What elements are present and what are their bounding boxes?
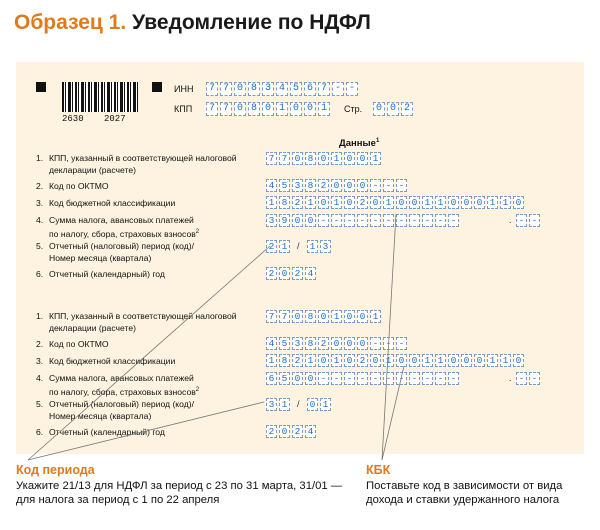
kpp-cell: 1 [276, 102, 288, 116]
row-label [36, 214, 258, 240]
page-number-cell: 2 [401, 102, 413, 116]
decimal-point: . [509, 373, 512, 383]
row-text: КПП, указанный в соответствующей налоговой [49, 153, 237, 163]
oktmo-cell: 4 [266, 179, 277, 192]
kbk-cell: 0 [409, 196, 420, 209]
kbk-cell: 1 [500, 196, 511, 209]
row-number: 1. [36, 153, 44, 163]
kpp-cell: 0 [304, 102, 316, 116]
kpp-cell: 1 [331, 152, 342, 165]
tax-sum-cell: 0 [305, 214, 316, 227]
callout-period-text: Укажите 21/13 для НДФЛ за период с 23 по 31 марта, 31/01 — для налога за период с 1 по 22 апреля [16, 480, 343, 506]
period-code-field [266, 240, 290, 253]
tax-sum-cell: - [435, 372, 446, 385]
kpp-cell: 1 [331, 310, 342, 323]
year-field [266, 425, 316, 438]
tax-sum-decimal-cell: - [529, 372, 540, 385]
tax-sum-cell: - [396, 372, 407, 385]
tax-sum-cell: - [318, 214, 329, 227]
kpp-cell: 0 [292, 310, 303, 323]
tax-sum-cell: 0 [292, 214, 303, 227]
tax-sum-cell: - [383, 372, 394, 385]
tax-sum-cell: - [409, 214, 420, 227]
tax-sum-cell: 5 [279, 372, 290, 385]
inn-cell: 5 [290, 82, 302, 96]
row-text: Код бюджетной классификации [49, 356, 176, 366]
tax-sum-cell: 6 [266, 372, 277, 385]
kbk-field [266, 196, 524, 209]
period-month-field [307, 398, 331, 411]
row-number: 2. [36, 339, 44, 349]
tax-sum-cell: - [344, 372, 355, 385]
page-number-field [373, 102, 413, 116]
kpp-field [266, 152, 381, 165]
row-label [36, 268, 258, 280]
kbk-cell: 1 [383, 196, 394, 209]
year-field [266, 267, 316, 280]
inn-label: ИНН [174, 84, 194, 94]
footnote-mark: 2 [195, 229, 200, 235]
tax-sum-cell: - [448, 372, 459, 385]
row-text: Код по ОКТМО [49, 339, 109, 349]
barcode-number-right: 2027 [104, 114, 126, 124]
row-text: Код по ОКТМО [49, 181, 109, 191]
tax-sum-decimal-cell: - [516, 372, 527, 385]
row-text: Сумма налога, авансовых платежей [49, 373, 194, 383]
kpp-cell: 1 [370, 310, 381, 323]
period-code-field [266, 398, 290, 411]
page-number-cell: 0 [373, 102, 385, 116]
tax-sum-cell: - [331, 214, 342, 227]
barcode [62, 82, 138, 112]
kpp-cell: 0 [344, 152, 355, 165]
corner-mark-right [152, 82, 162, 92]
kbk-cell: 8 [279, 354, 290, 367]
oktmo-cell: 3 [292, 337, 303, 350]
page-title [14, 11, 371, 35]
period-month-cell: 3 [320, 240, 331, 253]
row-text-continued [36, 384, 258, 398]
row-text-continued [36, 252, 258, 264]
kbk-cell: 0 [396, 196, 407, 209]
year-cell: 4 [305, 425, 316, 438]
kbk-cell: 0 [448, 196, 459, 209]
kpp-cell: 1 [370, 152, 381, 165]
row-text: КПП, указанный в соответствующей налоговой [49, 311, 237, 321]
kpp-cell: 7 [266, 310, 277, 323]
tax-sum-cell: - [318, 372, 329, 385]
period-code-cell: 1 [279, 240, 290, 253]
kbk-cell: 0 [318, 354, 329, 367]
tax-sum-cell: - [370, 372, 381, 385]
data-column-header: Данные$^1$ [339, 138, 380, 150]
row-label [36, 197, 258, 209]
row-text-line2: декларации (расчете) [49, 165, 136, 175]
period-month-field [307, 240, 331, 253]
tax-sum-field [266, 372, 459, 385]
kbk-cell: 1 [305, 196, 316, 209]
kbk-cell: 0 [344, 196, 355, 209]
row-text: Сумма налога, авансовых платежей [49, 215, 194, 225]
tax-sum-cell: - [396, 214, 407, 227]
kbk-cell: 0 [461, 354, 472, 367]
tax-sum-cell: 3 [266, 214, 277, 227]
oktmo-cell: 0 [357, 179, 368, 192]
row-text-line2: Номер месяца (квартала) [49, 411, 152, 421]
kpp-cell: 7 [206, 102, 218, 116]
year-cell: 2 [266, 267, 277, 280]
row-label [36, 426, 258, 438]
tax-sum-cell: - [448, 214, 459, 227]
tax-sum-cell: - [370, 214, 381, 227]
inn-cell: 7 [318, 82, 330, 96]
row-text-line2: Номер месяца (квартала) [49, 253, 152, 263]
inn-cell: - [332, 82, 344, 96]
row-number: 6. [36, 427, 44, 437]
tax-sum-cell: - [409, 372, 420, 385]
kpp-label: КПП [174, 104, 193, 114]
page-label: Стр. [344, 104, 363, 114]
year-cell: 2 [266, 425, 277, 438]
period-separator: / [297, 241, 300, 251]
row-label [36, 355, 258, 367]
row-text: Отчетный (календарный) год [49, 269, 165, 279]
row-number: 4. [36, 215, 44, 225]
kpp-cell: 7 [266, 152, 277, 165]
kbk-cell: 0 [370, 354, 381, 367]
row-label [36, 240, 258, 264]
kbk-cell: 0 [370, 196, 381, 209]
year-cell: 0 [279, 267, 290, 280]
kbk-cell: 1 [266, 196, 277, 209]
row-text-line2: по налогу, сбора, страховых взносов [49, 228, 196, 239]
row-number: 3. [36, 198, 44, 208]
row-text-line2: по налогу, сбора, страховых взносов [49, 386, 196, 397]
footnote-mark: 2 [195, 387, 200, 393]
oktmo-cell: 2 [318, 179, 329, 192]
kbk-field [266, 354, 524, 367]
tax-sum-cell: - [422, 372, 433, 385]
row-label [36, 180, 258, 192]
oktmo-cell: - [370, 337, 381, 350]
oktmo-cell: 0 [344, 337, 355, 350]
tax-sum-cell: - [357, 214, 368, 227]
page-number-cell: 0 [387, 102, 399, 116]
kpp-cell: 0 [357, 310, 368, 323]
inn-cell: 7 [206, 82, 218, 96]
oktmo-cell: - [396, 179, 407, 192]
tax-sum-cell: 0 [305, 372, 316, 385]
tax-sum-cell: - [344, 214, 355, 227]
tax-sum-decimal-field [516, 214, 540, 227]
kpp-cell: 0 [318, 152, 329, 165]
period-code-cell: 1 [279, 398, 290, 411]
row-label [36, 338, 258, 350]
row-number: 5. [36, 399, 44, 409]
kbk-cell: 1 [305, 354, 316, 367]
row-text-continued [36, 164, 258, 176]
kpp-field [206, 102, 330, 116]
period-code-cell: 3 [266, 398, 277, 411]
period-month-cell: 1 [320, 398, 331, 411]
kbk-cell: 1 [435, 196, 446, 209]
row-text: Отчетный (налоговый) период (код)/ [49, 241, 195, 251]
row-text: Отчетный (налоговый) период (код)/ [49, 399, 195, 409]
title-accent: Образец 1. [14, 11, 127, 34]
row-text: Отчетный (календарный) год [49, 427, 165, 437]
tax-sum-cell: - [383, 214, 394, 227]
kbk-cell: 1 [435, 354, 446, 367]
barcode-number-left: 2630 [62, 114, 84, 124]
inn-cell: 6 [304, 82, 316, 96]
kpp-cell: 0 [290, 102, 302, 116]
kpp-cell: 0 [262, 102, 274, 116]
oktmo-cell: 5 [279, 337, 290, 350]
kpp-cell: 0 [344, 310, 355, 323]
kpp-cell: 7 [279, 310, 290, 323]
tax-sum-cell: - [422, 214, 433, 227]
kbk-cell: 1 [500, 354, 511, 367]
kbk-cell: 1 [422, 196, 433, 209]
oktmo-cell: - [383, 179, 394, 192]
oktmo-cell: 0 [331, 179, 342, 192]
oktmo-cell: - [396, 337, 407, 350]
row-text-line2: декларации (расчете) [49, 323, 136, 333]
row-number: 2. [36, 181, 44, 191]
kbk-cell: 1 [331, 196, 342, 209]
kbk-cell: 2 [357, 196, 368, 209]
kpp-cell: 0 [292, 152, 303, 165]
kbk-cell: 2 [292, 354, 303, 367]
kpp-cell: 0 [234, 102, 246, 116]
inn-cell: 3 [262, 82, 274, 96]
tax-sum-cell: 9 [279, 214, 290, 227]
period-month-cell: 1 [307, 240, 318, 253]
row-number: 4. [36, 373, 44, 383]
inn-cell: 8 [248, 82, 260, 96]
tax-sum-decimal-field [516, 372, 540, 385]
year-cell: 2 [292, 425, 303, 438]
inn-cell: 4 [276, 82, 288, 96]
oktmo-cell: 2 [318, 337, 329, 350]
kbk-cell: 2 [357, 354, 368, 367]
oktmo-cell: 8 [305, 337, 316, 350]
inn-cell: 0 [234, 82, 246, 96]
row-text-continued [36, 226, 258, 240]
oktmo-field [266, 179, 407, 192]
row-label [36, 372, 258, 398]
year-cell: 2 [292, 267, 303, 280]
kpp-cell: 8 [248, 102, 260, 116]
kbk-cell: 0 [409, 354, 420, 367]
kbk-cell: 0 [461, 196, 472, 209]
kpp-cell: 8 [305, 310, 316, 323]
tax-sum-cell: - [331, 372, 342, 385]
row-number: 5. [36, 241, 44, 251]
inn-cell: - [346, 82, 358, 96]
period-month-cell: 0 [307, 398, 318, 411]
row-label [36, 398, 258, 422]
row-number: 1. [36, 311, 44, 321]
kbk-cell: 0 [474, 196, 485, 209]
kbk-cell: 0 [448, 354, 459, 367]
row-number: 3. [36, 356, 44, 366]
tax-sum-cell: 0 [292, 372, 303, 385]
row-text: Код бюджетной классификации [49, 198, 176, 208]
oktmo-cell: 5 [279, 179, 290, 192]
kbk-cell: 8 [279, 196, 290, 209]
oktmo-cell: 0 [331, 337, 342, 350]
period-code-cell: 2 [266, 240, 277, 253]
kpp-field [266, 310, 381, 323]
callout-kbk-text: Поставьте код в зависимости от вида дохода и ставки удержанного налога [366, 480, 563, 506]
kbk-cell: 1 [422, 354, 433, 367]
kbk-cell: 0 [513, 354, 524, 367]
inn-cell: 7 [220, 82, 232, 96]
kpp-cell: 7 [279, 152, 290, 165]
kbk-cell: 0 [513, 196, 524, 209]
decimal-point: . [509, 215, 512, 225]
kbk-cell: 1 [487, 354, 498, 367]
inn-field [206, 82, 358, 96]
period-separator: / [297, 399, 300, 409]
corner-mark-left [36, 82, 46, 92]
oktmo-cell: 4 [266, 337, 277, 350]
oktmo-cell: 0 [344, 179, 355, 192]
kbk-cell: 1 [266, 354, 277, 367]
kbk-cell: 0 [474, 354, 485, 367]
row-label [36, 152, 258, 176]
kpp-cell: 0 [318, 310, 329, 323]
callout-period-title: Код периода [16, 463, 95, 477]
kbk-cell: 1 [383, 354, 394, 367]
tax-sum-decimal-cell: - [529, 214, 540, 227]
oktmo-cell: - [370, 179, 381, 192]
kbk-cell: 1 [487, 196, 498, 209]
tax-sum-cell: - [435, 214, 446, 227]
kbk-cell: 2 [292, 196, 303, 209]
row-text-continued [36, 322, 258, 334]
oktmo-field [266, 337, 407, 350]
kbk-cell: 1 [331, 354, 342, 367]
tax-sum-decimal-cell: - [516, 214, 527, 227]
kpp-cell: 7 [220, 102, 232, 116]
oktmo-cell: - [383, 337, 394, 350]
kbk-cell: 0 [396, 354, 407, 367]
tax-sum-cell: - [357, 372, 368, 385]
oktmo-cell: 3 [292, 179, 303, 192]
kbk-cell: 0 [318, 196, 329, 209]
kpp-cell: 8 [305, 152, 316, 165]
kpp-cell: 0 [357, 152, 368, 165]
oktmo-cell: 0 [357, 337, 368, 350]
row-label [36, 310, 258, 334]
title-text: Уведомление по НДФЛ [132, 11, 371, 34]
row-number: 6. [36, 269, 44, 279]
kpp-cell: 1 [318, 102, 330, 116]
row-text-continued [36, 410, 258, 422]
year-cell: 0 [279, 425, 290, 438]
oktmo-cell: 8 [305, 179, 316, 192]
callout-kbk-title: КБК [366, 463, 391, 477]
year-cell: 4 [305, 267, 316, 280]
kbk-cell: 0 [344, 354, 355, 367]
tax-sum-field [266, 214, 459, 227]
